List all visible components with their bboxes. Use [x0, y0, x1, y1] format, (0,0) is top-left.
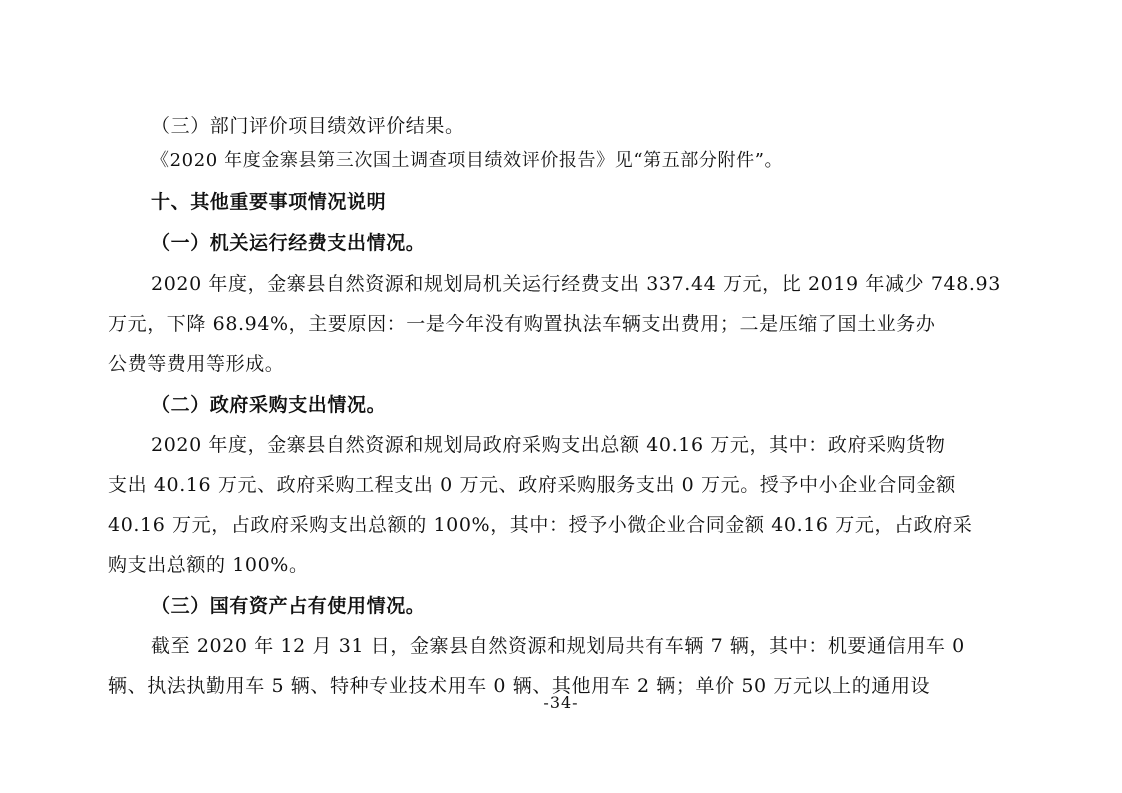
page-number: -34- [543, 693, 579, 712]
section-10-heading: 十、其他重要事项情况说明 [151, 191, 387, 213]
subsection-1-line-2: 万元，下降 68.94%，主要原因：一是今年没有购置执法车辆支出费用；二是压缩了国土业务办 [108, 313, 936, 335]
subsection-2-line-4: 购支出总额的 100%。 [108, 554, 309, 576]
subsection-1-line-1: 2020 年度，金寨县自然资源和规划局机关运行经费支出 337.44 万元，比 2019 年减少 748.93 [151, 273, 1001, 295]
subsection-3-line-1: 截至 2020 年 12 月 31 日，金寨县自然资源和规划局共有车辆 7 辆，其中：机要通信用车 0 [151, 635, 965, 657]
subsection-3-heading: （三）国有资产占有使用情况。 [151, 595, 426, 617]
subsection-3-line-2: 辆、执法执勤用车 5 辆、特种专业技术用车 0 辆、其他用车 2 辆；单价 50 万元以上的通用设 [108, 675, 931, 697]
subsection-2-line-3: 40.16 万元，占政府采购支出总额的 100%，其中：授予小微企业合同金额 40.16 万元，占政府采 [108, 514, 973, 536]
subsection-1-line-3: 公费等费用等形成。 [108, 353, 285, 375]
subsection-2-line-2: 支出 40.16 万元、政府采购工程支出 0 万元、政府采购服务支出 0 万元。授予中小企业合同金额 [108, 474, 956, 496]
eval-results-heading: （三）部门评价项目绩效评价结果。 [151, 115, 465, 137]
subsection-2-heading: （二）政府采购支出情况。 [151, 394, 387, 416]
eval-report-reference: 《2020 年度金寨县第三次国土调查项目绩效评价报告》见“第五部分附件”。 [151, 150, 784, 171]
subsection-2-line-1: 2020 年度，金寨县自然资源和规划局政府采购支出总额 40.16 万元，其中：政府采购货物 [151, 434, 946, 456]
subsection-1-heading: （一）机关运行经费支出情况。 [151, 232, 426, 254]
